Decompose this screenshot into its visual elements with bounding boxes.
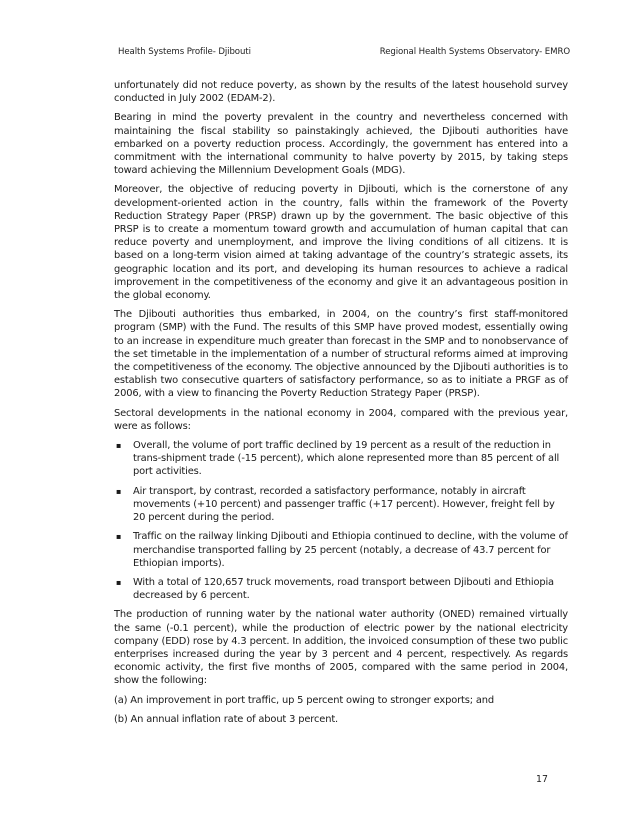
paragraph: (a) An improvement in port traffic, up 5 percent owing to stronger exports; and [114, 694, 495, 706]
bullet-icon: ▪ [116, 577, 122, 587]
list-item [114, 530, 568, 570]
list-item-text: With a total of 120,657 truck movements, road transport between Djibouti and Ethiopia decreased by 6 percent. [133, 576, 554, 602]
bullet-icon: ▪ [116, 486, 122, 496]
paragraph: (b) An annual inflation rate of about 3 percent. [114, 713, 339, 725]
paragraph: Moreover, the objective of reducing poverty in Djibouti, which is the cornerstone of any development-oriented action in the country, falls within the framework of the Poverty Reduction Strategy Paper (PRSP) drawn up by the government. The basic objective of this PRSP is to create a momentum toward growth and accumulation of human capital that can reduce poverty and unemployment, and improve the living conditions of all citizens. It is based on a long-term vision aimed at taking advantage of the country’s strategic assets, its geographic location and its port, and developing its human resources to achieve a radical improvement in the competitiveness of the economy and give it an advantageous position in the global economy. [114, 184, 568, 302]
paragraph: Bearing in mind the poverty prevalent in the country and nevertheless concerned with maintaining the fiscal stability so painstakingly achieved, the Djibouti authorities have embarked on a poverty reduction process. Accordingly, the government has entered into a commitment with the international community to halve poverty by 2015, by taking steps toward achieving the Millennium Development Goals (MDG). [114, 112, 568, 177]
list-item-text: Overall, the volume of port traffic declined by 19 percent as a result of the reduction in trans-shipment trade (-15 percent), which alone represented more than 85 percent of all port activities. [133, 440, 560, 478]
paragraph: Sectoral developments in the national economy in 2004, compared with the previous year, were as follows: [114, 407, 568, 432]
body-text [114, 79, 568, 732]
list-item-text: Traffic on the railway linking Djibouti and Ethiopia continued to decline, with the volume of merchandise transported falling by 25 percent (notably, a decrease of 43.7 percent for Ethiopian imports). [133, 531, 568, 569]
running-header [118, 47, 570, 57]
paragraph: unfortunately did not reduce poverty, as shown by the results of the latest household survey conducted in July 2002 (EDAM-2). [114, 80, 568, 105]
list-item [114, 485, 568, 525]
bullet-icon: ▪ [116, 441, 122, 451]
paragraph: The production of running water by the national water authority (ONED) remained virtually the same (-0.1 percent), while the production of electric power by the national electricity company (EDD) rose by 4.3 percent. In addition, the invoiced consumption of these two public enterprises increased during the year by 3 percent and 4 percent, respectively. As regards economic activity, the first five months of 2005, compared with the same period in 2004, show the following: [114, 609, 568, 687]
bullet-list [114, 439, 568, 602]
bullet-icon: ▪ [116, 532, 122, 542]
header-left: Health Systems Profile- Djibouti [118, 47, 251, 57]
paragraph: The Djibouti authorities thus embarked, in 2004, on the country’s first staff-monitored program (SMP) with the Fund. The results of this SMP have proved modest, essentially owing to an increase in expenditure much greater than forecast in the SMP and to nonobservance of the set timetable in the implementation of a number of structural reforms aimed at improving the competitiveness of the economy. The objective announced by the Djibouti authorities is to establish two consecutive quarters of satisfactory performance, so as to initiate a PRGF as of 2006, with a view to financing the Poverty Reduction Strategy Paper (PRSP). [114, 309, 568, 400]
header-right: Regional Health Systems Observatory- EMRO [379, 47, 570, 57]
list-item-text: Air transport, by contrast, recorded a satisfactory performance, notably in aircraft movements (+10 percent) and passenger traffic (+17 percent). However, freight fell by 20 percent during the period. [133, 485, 555, 524]
list-item [114, 576, 568, 602]
list-item [114, 439, 568, 479]
page-number: 17 [536, 774, 548, 785]
